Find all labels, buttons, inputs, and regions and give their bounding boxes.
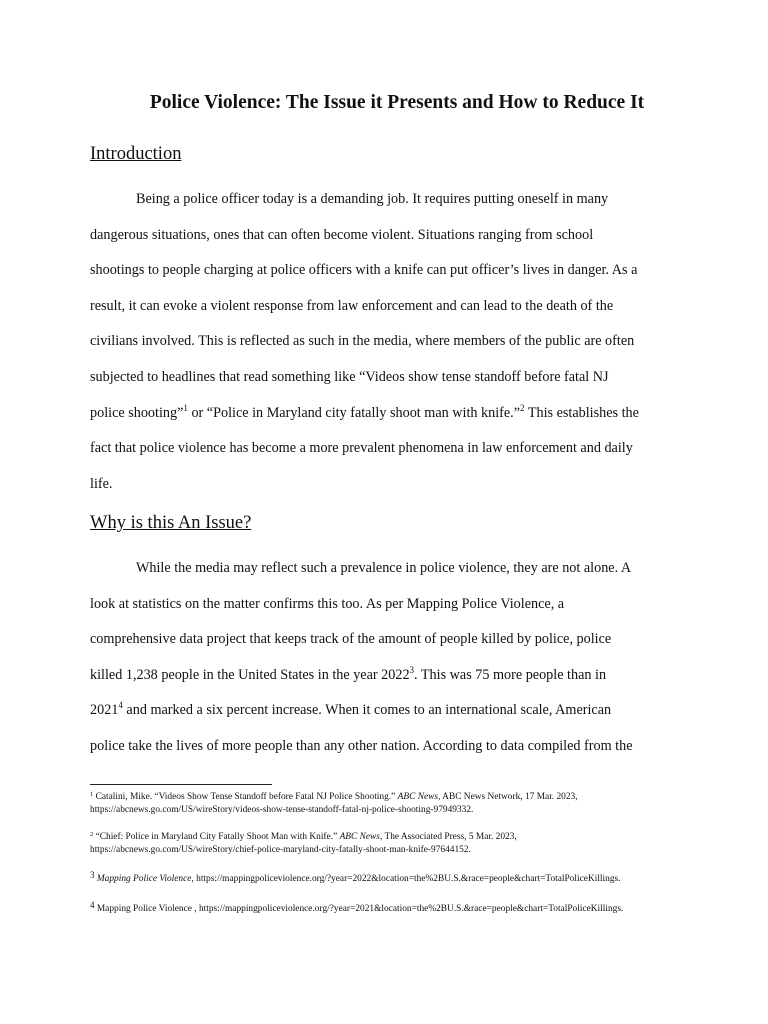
paragraph-line <box>90 658 680 694</box>
why-issue-paragraph <box>90 551 680 765</box>
footnote-url[interactable]: https://abcnews.go.com/US/wireStory/videos-show-tense-standoff-fatal-nj-police-shooting-97949332. <box>90 805 474 815</box>
paragraph-line: fact that police violence has become a more prevalent phenomena in law enforcement and daily <box>90 440 633 457</box>
line-text: killed 1,238 people in the United States in the year 2022 <box>90 666 410 683</box>
footnote-number: 1 <box>90 791 94 798</box>
paragraph-line: civilians involved. This is reflected as such in the media, where members of the public are often <box>90 333 635 350</box>
paragraph-line: subjected to headlines that read something like “Videos show tense standoff before fatal NJ <box>90 368 609 385</box>
paragraph-line: comprehensive data project that keeps track of the amount of people killed by police, police <box>90 631 612 648</box>
footnote-source: ABC News <box>397 792 439 802</box>
footnote-url[interactable]: Mapping Police Violence , https://mappingpoliceviolence.org/?year=2021&location=the%2BU.S.&race=people&chart=TotalPoliceKillings. <box>94 904 624 914</box>
paragraph-line <box>90 396 680 432</box>
footnote-4 <box>90 900 690 916</box>
section-heading-why-issue: Why is this An Issue? <box>90 513 252 533</box>
footnote-text: Catalini, Mike. “Videos Show Tense Standoff before Fatal NJ Police Shooting.” <box>93 792 398 802</box>
footnote-3 <box>90 870 690 886</box>
paragraph-line: dangerous situations, ones that can often become violent. Situations ranging from school <box>90 226 594 243</box>
footnote-url[interactable]: https://abcnews.go.com/US/wireStory/chief-police-maryland-city-fatally-shoot-man-knife-97644152. <box>90 845 471 855</box>
line-text: police shooting” <box>90 404 184 421</box>
paragraph-line: life. <box>90 475 113 492</box>
document-title: Police Violence: The Issue it Presents and How to Reduce It <box>149 92 645 113</box>
paragraph-line: Being a police officer today is a demanding job. It requires putting oneself in many <box>136 191 609 207</box>
footnote-number: 4 <box>90 900 95 910</box>
footnote-number: 2 <box>90 831 94 838</box>
footnote-source: ABC News <box>339 832 380 842</box>
line-text: or “Police in Maryland city fatally shoot man with knife.” <box>187 404 521 421</box>
paragraph-line: shootings to people charging at police officers with a knife can put officer’s lives in danger. As a <box>90 262 638 279</box>
line-text: 2021 <box>90 702 119 719</box>
footnote-ref-3[interactable]: 3 <box>409 664 415 675</box>
line-text: and marked a six percent increase. When it comes to an international scale, American <box>122 702 612 719</box>
line-text: . This was 75 more people than in <box>414 666 607 683</box>
footnote-1 <box>90 791 690 817</box>
footnote-2 <box>90 831 690 857</box>
introduction-paragraph <box>90 182 680 502</box>
footnote-ref-1[interactable]: 1 <box>183 402 188 413</box>
footnote-source: Mapping Police Violence <box>96 874 192 884</box>
footnote-text: , ABC News Network, 17 Mar. 2023, <box>438 792 578 802</box>
footnote-number: 3 <box>90 870 95 880</box>
paragraph-line: police take the lives of more people than any other nation. According to data compiled from the <box>90 737 633 754</box>
paragraph-line: result, it can evoke a violent response from law enforcement and can lead to the death of the <box>90 297 614 314</box>
paragraph-line <box>90 693 680 729</box>
footnote-ref-2[interactable]: 2 <box>520 402 525 413</box>
footnote-text: , The Associated Press, 5 Mar. 2023, <box>379 832 517 842</box>
paragraph-line: look at statistics on the matter confirms this too. As per Mapping Police Violence, a <box>90 595 565 612</box>
footnote-url[interactable]: , https://mappingpoliceviolence.org/?year=2022&location=the%2BU.S.&race=people&chart=TotalPoliceKillings. <box>191 874 621 884</box>
section-heading-introduction: Introduction <box>90 144 182 164</box>
footnote-ref-4[interactable]: 4 <box>118 700 123 711</box>
footnote-separator <box>90 784 272 785</box>
paragraph-line: While the media may reflect such a prevalence in police violence, they are not alone. A <box>136 560 632 576</box>
footnote-text: “Chief: Police in Maryland City Fatally Shoot Man with Knife.” <box>93 832 340 842</box>
line-text: This establishes the <box>524 404 639 421</box>
